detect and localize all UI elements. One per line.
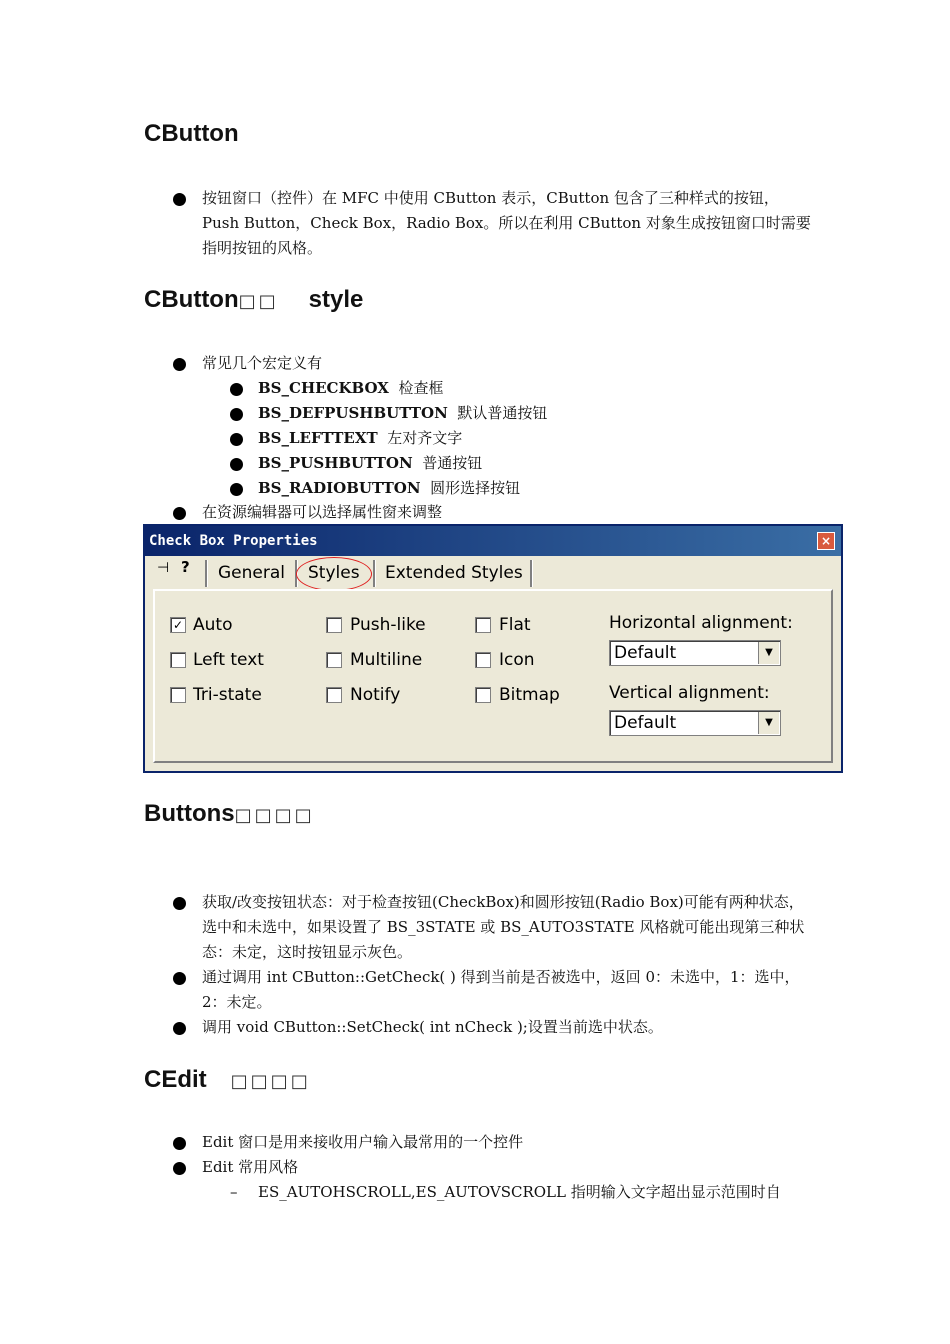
checkbox-label-icon: Icon	[499, 650, 535, 670]
bullet-dot	[230, 408, 243, 421]
heading-cbutton-style: CButton□□ style	[144, 286, 364, 313]
checkbox-left-text[interactable]	[170, 652, 186, 668]
checkbox-notify[interactable]	[326, 687, 342, 703]
horizontal-alignment-value: Default	[614, 643, 677, 663]
cbutton-paragraph: 按钮窗口（控件）在 MFC 中使用 CButton 表示，CButton 包含了三种样式的按钮，Push Button，Check Box，Radio Box。所以在利用 CButton 对象生成按钮窗口时需要指明按钮的风格。	[202, 189, 811, 257]
checkbox-label-push-like: Push-like	[350, 615, 426, 635]
macro-item: BS_LEFTTEXT 左对齐文字	[258, 429, 463, 447]
style-intro: 常见几个宏定义有	[202, 354, 323, 372]
checkbox-label-notify: Notify	[350, 685, 401, 705]
checkbox-push-like[interactable]	[326, 617, 342, 633]
bullet-dot	[173, 193, 186, 206]
checkbox-label-left-text: Left text	[193, 650, 264, 670]
checkbox-label-bitmap: Bitmap	[499, 685, 560, 705]
heading-garbled-chars: □□□□	[230, 1071, 311, 1092]
heading-cbutton: CButton	[144, 120, 239, 147]
dropdown-arrow-icon[interactable]: ▼	[758, 712, 779, 734]
bullet-dot	[173, 358, 186, 371]
close-icon[interactable]: ×	[817, 532, 835, 550]
macro-item: BS_PUSHBUTTON 普通按钮	[258, 454, 483, 472]
bullet-dot	[230, 383, 243, 396]
checkbox-icon[interactable]	[475, 652, 491, 668]
dialog-title: Check Box Properties	[149, 533, 318, 549]
bullet-dot	[173, 1137, 186, 1150]
pin-icon[interactable]: ⊣	[157, 560, 170, 576]
checkbox-tri-state[interactable]	[170, 687, 186, 703]
vertical-alignment-select[interactable]	[609, 710, 781, 736]
help-icon[interactable]: ?	[181, 558, 190, 576]
heading-buttons: Buttons□□□□	[144, 800, 315, 827]
dialog-title-bar	[145, 526, 841, 556]
macro-item: BS_DEFPUSHBUTTON 默认普通按钮	[258, 404, 548, 422]
tab-styles[interactable]: Styles	[308, 563, 360, 583]
buttons-state-paragraph: 获取/改变按钮状态：对于检查按钮(CheckBox)和圆形按钮(Radio Box)可能有两种状态，选中和未选中，如果设置了 BS_3STATE 或 BS_AUTO3STATE 风格就可能出现第三种状态：未定，这时按钮显示灰色。	[202, 893, 805, 961]
macro-item: BS_CHECKBOX 检查框	[258, 379, 444, 397]
buttons-getcheck-paragraph: 通过调用 int CButton::GetCheck( ) 得到当前是否被选中，返回 0：未选中，1：选中，2：未定。	[202, 968, 800, 1011]
style-editor-note: 在资源编辑器可以选择属性窗来调整	[202, 503, 443, 521]
cedit-intro: Edit 窗口是用来接收用户输入最常用的一个控件	[202, 1133, 524, 1151]
horizontal-alignment-label: Horizontal alignment:	[609, 613, 793, 633]
bullet-dot	[230, 483, 243, 496]
bullet-dot	[173, 897, 186, 910]
bullet-dot	[173, 1162, 186, 1175]
checkbox-label-auto: Auto	[193, 615, 233, 635]
cedit-style-item: ES_AUTOHSCROLL,ES_AUTOVSCROLL 指明输入文字超出显示范围时自	[258, 1183, 781, 1201]
checkbox-auto[interactable]	[170, 617, 186, 633]
vertical-alignment-label: Vertical alignment:	[609, 683, 770, 703]
heading-garbled-chars: □□	[238, 291, 279, 312]
horizontal-alignment-select[interactable]	[609, 640, 781, 666]
buttons-setcheck-paragraph: 调用 void CButton::SetCheck( int nCheck );设置当前选中状态。	[202, 1018, 663, 1036]
checkbox-label-flat: Flat	[499, 615, 531, 635]
tab-general[interactable]: General	[218, 563, 285, 583]
checkbox-label-tri-state: Tri-state	[193, 685, 262, 705]
vertical-alignment-value: Default	[614, 713, 677, 733]
heading-cedit: CEdit □□□□	[144, 1066, 311, 1093]
macro-item: BS_RADIOBUTTON 圆形选择按钮	[258, 479, 521, 497]
check-box-properties-dialog	[143, 524, 843, 773]
bullet-dot	[230, 458, 243, 471]
bullet-dot	[173, 507, 186, 520]
bullet-dot	[173, 1022, 186, 1035]
checkbox-label-multiline: Multiline	[350, 650, 423, 670]
bullet-dot	[173, 972, 186, 985]
checkbox-multiline[interactable]	[326, 652, 342, 668]
cedit-styles: Edit 常用风格	[202, 1158, 299, 1176]
tab-divider	[205, 560, 208, 587]
tab-extended-styles[interactable]: Extended Styles	[385, 563, 523, 583]
checkbox-flat[interactable]	[475, 617, 491, 633]
checkbox-bitmap[interactable]	[475, 687, 491, 703]
check-mark-icon: ✓	[172, 618, 184, 632]
bullet-dot	[230, 433, 243, 446]
dropdown-arrow-icon[interactable]: ▼	[758, 642, 779, 664]
tab-divider	[373, 560, 376, 587]
tab-divider	[530, 560, 533, 587]
heading-garbled-chars: □□□□	[234, 805, 315, 826]
dash-marker: –	[230, 1183, 238, 1201]
styles-tab-highlight-circle	[296, 557, 372, 591]
